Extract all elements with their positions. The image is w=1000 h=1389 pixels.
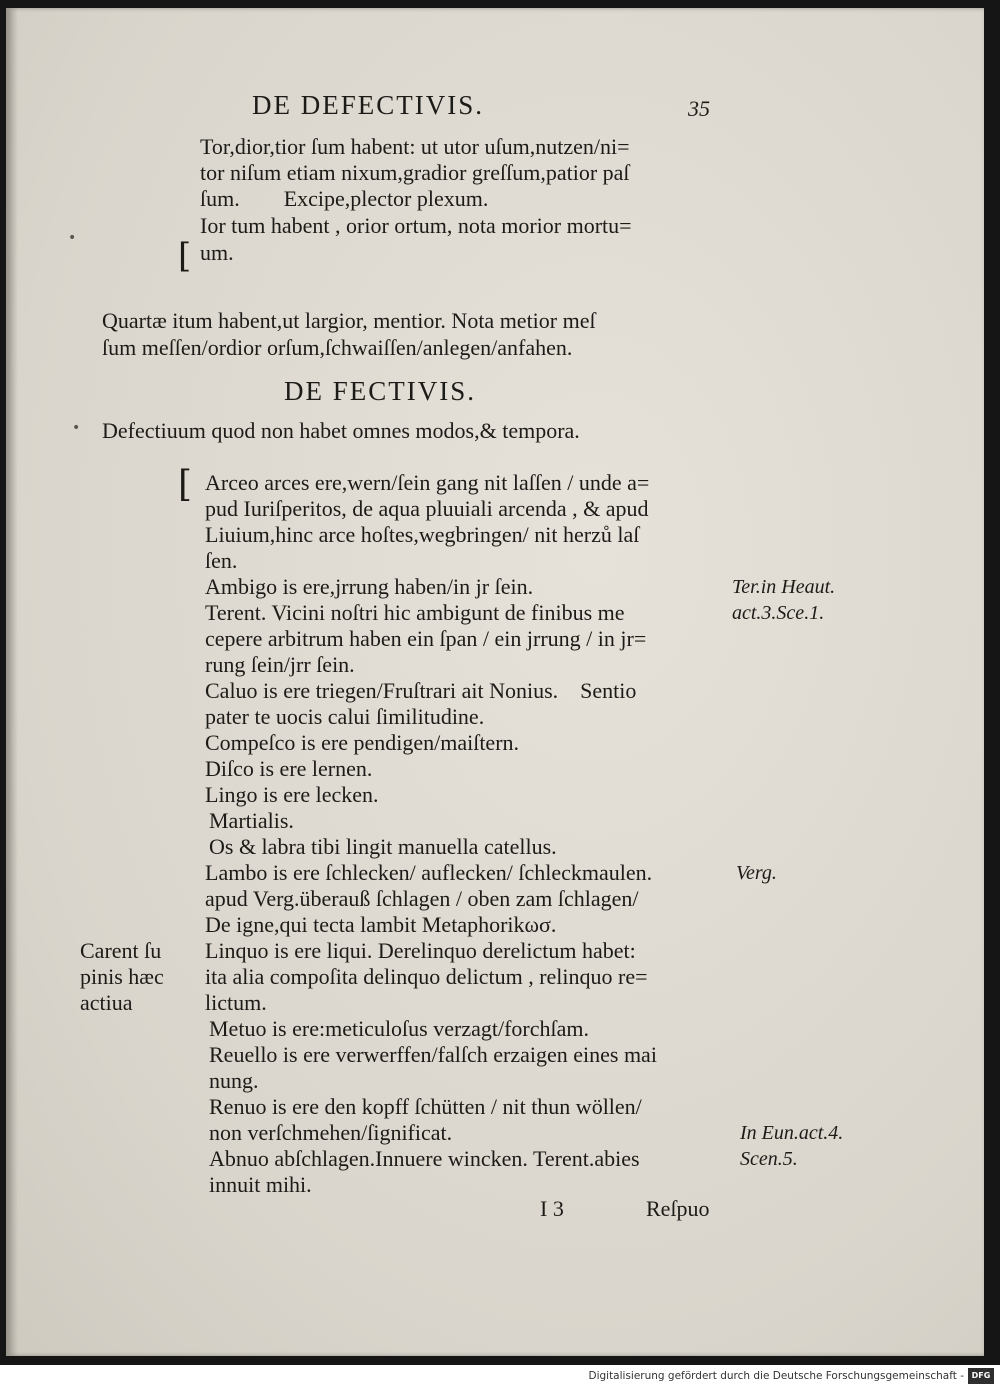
digitization-footer bbox=[0, 1365, 1000, 1389]
margin-note-right: Ter.in Heaut. bbox=[732, 576, 836, 598]
text-line: rung ſein/jrr ſein. bbox=[205, 652, 355, 677]
catchword: Reſpuo bbox=[646, 1196, 710, 1221]
text-line: Ior tum habent , orior ortum, nota morior mortu= bbox=[200, 213, 632, 238]
book-page bbox=[6, 8, 984, 1356]
text-line: pud Iuriſperitos, de aqua pluuiali arcenda , & apud bbox=[205, 496, 649, 521]
initial-bracket-mark: [ bbox=[178, 236, 192, 276]
text-line: Lingo is ere lecken. bbox=[205, 782, 379, 807]
margin-note-right: Verg. bbox=[736, 862, 777, 884]
text-line: Os & labra tibi lingit manuella catellus. bbox=[209, 834, 557, 859]
margin-note-left: Carent ſu bbox=[80, 938, 162, 963]
text-line: Quartæ itum habent,ut largior, mentior. Nota metior meſ bbox=[102, 308, 596, 333]
text-line: Arceo arces ere,wern/ſein gang nit laſſen / unde a= bbox=[205, 470, 650, 495]
margin-note-right: Scen.5. bbox=[740, 1148, 798, 1170]
text-line: ſum meſſen/ordior orſum,ſchwaiſſen/anlegen/anfahen. bbox=[102, 335, 573, 360]
text-line: Liuium,hinc arce hoſtes,wegbringen/ nit herzů laſ bbox=[205, 522, 640, 547]
text-line: Defectiuum quod non habet omnes modos,& tempora. bbox=[102, 418, 580, 443]
dfg-logo: DFG bbox=[968, 1368, 994, 1384]
text-line: Reuello is ere verwerffen/falſch erzaigen eines mai bbox=[209, 1042, 657, 1067]
text-line: Martialis. bbox=[209, 808, 294, 833]
margin-note-right: In Eun.act.4. bbox=[740, 1122, 844, 1144]
page-gutter-shadow bbox=[6, 8, 18, 1356]
text-line: ita alia compoſita delinquo delictum , relinquo re= bbox=[205, 964, 648, 989]
text-line: Ambigo is ere,jrrung haben/in jr ſein. bbox=[205, 574, 534, 599]
text-line: Lambo is ere ſchlecken/ auflecken/ ſchleckmaulen. bbox=[205, 860, 653, 885]
margin-speck: • bbox=[68, 230, 77, 246]
text-line: pater te uocis calui ſimilitudine. bbox=[205, 704, 485, 729]
footer-credit-text: Digitalisierung gefördert durch die Deutsche Forschungsgemeinschaft - bbox=[588, 1370, 964, 1382]
text-line: Compeſco is ere pendigen/maiſtern. bbox=[205, 730, 520, 755]
bullet-mark: • bbox=[72, 420, 81, 436]
page-number: 35 bbox=[688, 96, 710, 121]
running-head: DE DEFECTIVIS. bbox=[252, 90, 484, 120]
signature-mark: I 3 bbox=[540, 1196, 564, 1221]
text-line: innuit mihi. bbox=[209, 1172, 312, 1197]
section-heading: DE FECTIVIS. bbox=[284, 376, 476, 406]
text-line: lictum. bbox=[205, 990, 267, 1015]
text-line: apud Verg.überauß ſchlagen / oben zam ſchlagen/ bbox=[205, 886, 639, 911]
text-line: ſum. Excipe,plector plexum. bbox=[200, 186, 489, 211]
text-line: ſen. bbox=[205, 548, 238, 573]
text-line: cepere arbitrum haben ein ſpan / ein jrrung / in jr= bbox=[205, 626, 647, 651]
text-line: nung. bbox=[209, 1068, 259, 1093]
text-line: Metuo is ere:meticuloſus verzagt/forchſam. bbox=[209, 1016, 589, 1041]
text-line: Terent. Vicini noſtri hic ambigunt de finibus me bbox=[205, 600, 625, 625]
text-line: Tor,dior,tior ſum habent: ut utor uſum,nutzen/ni= bbox=[200, 134, 630, 159]
entry-brace-mark: [ bbox=[178, 464, 193, 505]
text-line: tor niſum etiam nixum,gradior greſſum,patior paſ bbox=[200, 160, 630, 185]
text-line: Diſco is ere lernen. bbox=[205, 756, 373, 781]
margin-note-right: act.3.Sce.1. bbox=[732, 602, 825, 624]
text-line: non verſchmehen/ſignificat. bbox=[209, 1120, 453, 1145]
text-line: Caluo is ere triegen/Fruſtrari ait Nonius. Sentio bbox=[205, 678, 637, 703]
text-line: Linquo is ere liqui. Derelinquo derelictum habet: bbox=[205, 938, 636, 963]
margin-note-left: actiua bbox=[80, 990, 133, 1015]
text-line: Renuo is ere den kopff ſchütten / nit thun wöllen/ bbox=[209, 1094, 642, 1119]
text-line: De igne,qui tecta lambit Metaphorikωσ. bbox=[205, 912, 557, 937]
text-line: Abnuo abſchlagen.Innuere wincken. Terent.abies bbox=[209, 1146, 640, 1171]
margin-note-left: pinis hæc bbox=[80, 964, 164, 989]
text-line: um. bbox=[200, 240, 234, 265]
